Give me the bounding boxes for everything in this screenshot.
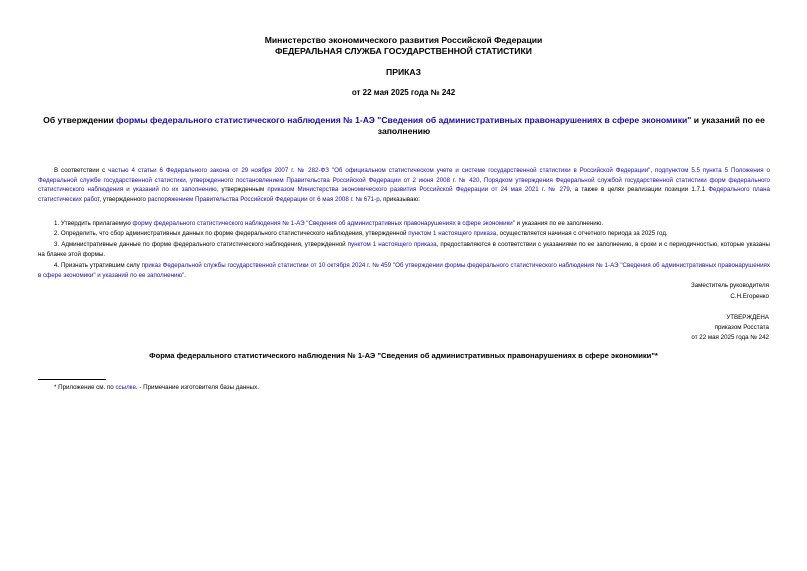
- form-title: Форма федерального статистического наблюдения № 1-АЭ "Сведения об административных правонарушениях в сфере экономики"*: [149, 351, 658, 360]
- approval-heading: УТВЕРЖДЕНА: [726, 314, 769, 321]
- preamble-text: , утвержденным: [216, 186, 268, 193]
- item-2: [38, 229, 770, 239]
- title-suffix: и указаний по ее заполнению: [377, 115, 765, 136]
- approval-date: от 22 мая 2025 года № 242: [691, 334, 769, 341]
- item-text: .: [184, 271, 187, 279]
- item-text: 1. Утвердить прилагаемую: [54, 220, 133, 227]
- statistical-plan-link[interactable]: Федерального плана статистических работ: [38, 186, 770, 203]
- footnote-text: . - Примечание изготовителя базы данных.: [135, 384, 259, 391]
- preamble-text: , утвержденного: [99, 195, 148, 203]
- title-form-link[interactable]: формы федерального статистического наблюдения № 1-АЭ "Сведения об административных правонарушениях в сфере экономики": [116, 115, 692, 125]
- item-3: [38, 240, 770, 259]
- item-1: [38, 219, 770, 229]
- item-3-point-link[interactable]: пунктом 1 настоящего приказа: [347, 241, 437, 248]
- signature-position: Заместитель руководителя: [690, 282, 769, 289]
- item-text: 2. Определить, что сбор административных данных по форме федерального статистического наблюдения, утвержденной: [54, 230, 409, 237]
- service-name: ФЕДЕРАЛЬНАЯ СЛУЖБА ГОСУДАРСТВЕННОЙ СТАТИСТИКИ: [275, 46, 532, 56]
- document-title: [38, 115, 770, 137]
- document-type: ПРИКАЗ: [386, 67, 421, 77]
- item-text: 3. Административные данные по форме федерального статистического наблюдения, утвержденной: [54, 241, 348, 248]
- title-prefix: Об утверждении: [43, 115, 117, 125]
- item-text: , осуществляется начиная с отчетного периода за 2025 год.: [496, 230, 668, 237]
- footnote: [54, 383, 259, 392]
- ministry-name: Министерство экономического развития Российской Федерации: [264, 35, 543, 45]
- document-date-number: от 22 мая 2025 года № 242: [351, 88, 456, 97]
- regulation-420-link[interactable]: подпунктом 5.5 пункта 5 Положения о Федеральной службе государственной статистики, утвержденного постановлением Правительства Российской Федерации от 2 июня 2008 г. № 420: [38, 167, 770, 184]
- preamble-text: , а также в целях реализации позиции 1.7.1: [569, 186, 709, 193]
- preamble-text: В соответствии с: [54, 167, 109, 174]
- law-282-link[interactable]: частью 4 статьи 6 Федерального закона от 29 ноября 2007 г. № 282-ФЗ "Об официальном статистическом учете и системе государственной статистики в Российской Федерации": [108, 167, 651, 174]
- item-text: , предоставляются в соответствии с указаниями по ее заполнению, в сроки и с периодичностью, которые указаны на бланке этой формы.: [38, 241, 770, 258]
- item-text: и указания по ее заполнению.: [514, 220, 604, 227]
- item-4: [38, 261, 770, 280]
- approval-order: приказом Росстата: [714, 324, 769, 331]
- item-text: 4. Признать утратившим силу: [54, 262, 142, 269]
- preamble-text: , приказываю:: [379, 195, 420, 203]
- signature-name: С.Н.Егоренко: [730, 293, 769, 300]
- footnote-link[interactable]: ссылке: [115, 384, 136, 391]
- order-671-link[interactable]: распоряжением Правительства Российской Федерации от 6 мая 2008 г. № 671-р: [147, 195, 380, 203]
- footnote-text: * Приложение см. по: [54, 384, 116, 391]
- item-2-point-link[interactable]: пунктом 1 настоящего приказа: [408, 230, 497, 237]
- item-4-order-link[interactable]: приказ Федеральной службы государственной статистики от 10 октября 2024 г. № 459 "Об утверждении формы федерального статистического наблюдения № 1-АЭ "Сведения об административных правонарушениях в сфере экономики" и указаний по ее заполнению": [38, 262, 770, 279]
- preamble-paragraph: [38, 166, 770, 204]
- footnote-separator: [38, 379, 106, 380]
- procedure-link[interactable]: Порядком утверждения Федеральной службой государственной статистики форм федерального статистического наблюдения и указаний по их заполнению: [38, 176, 770, 193]
- preamble-text: ,: [479, 176, 484, 184]
- preamble-text: ,: [650, 167, 656, 174]
- order-279-link[interactable]: приказом Министерства экономического развития Российской Федерации от 24 мая 2021 г. № 279: [267, 186, 570, 193]
- item-1-form-link[interactable]: форму федерального статистического наблюдения № 1-АЭ "Сведения об административных правонарушениях в сфере экономики": [132, 220, 515, 227]
